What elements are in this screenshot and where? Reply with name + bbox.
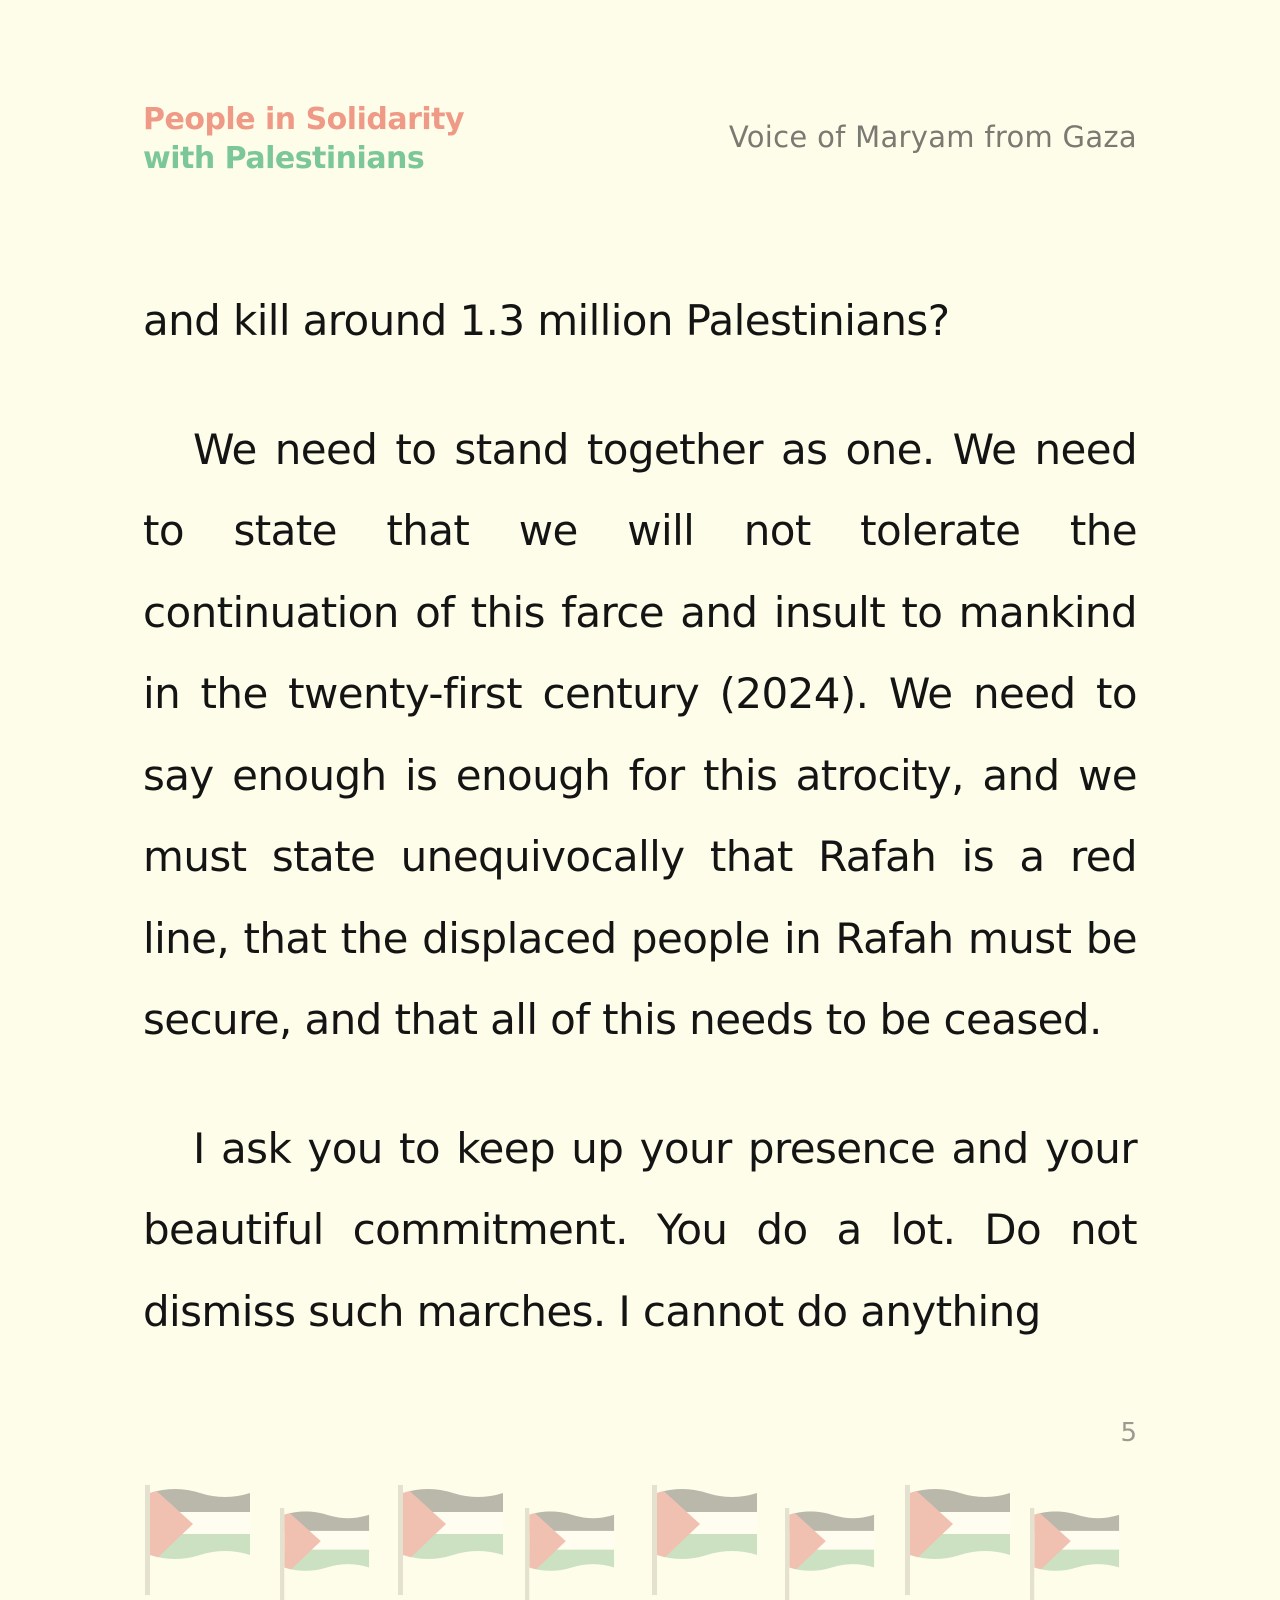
page-number: 5 [1120, 1418, 1137, 1448]
document-title: Voice of Maryam from Gaza [728, 120, 1137, 154]
paragraph-commitment: I ask you to keep up your presence and your beautiful commitment. You do a lot. Do not dismiss such marches. I cannot do anything [143, 1123, 1137, 1336]
palestinian-flag-icon [652, 1485, 757, 1595]
palestinian-flag-icon [145, 1485, 250, 1595]
palestinian-flag-icon [280, 1508, 369, 1600]
body-text [143, 280, 1137, 1352]
palestinian-flag-icon [905, 1485, 1010, 1595]
flag-decoration-strip [140, 1480, 1140, 1600]
page-header [143, 100, 1137, 180]
organization-name [143, 100, 464, 178]
paragraph-continuation: and kill around 1.3 million Palestinians? [143, 296, 950, 345]
palestinian-flag-icon [398, 1485, 503, 1595]
organization-name-line1: People in Solidarity [143, 102, 465, 137]
organization-name-line2: with Palestinians [143, 141, 425, 176]
paragraph-stand-together: We need to stand together as one. We need to state that we will not tolerate the continuation of this farce and insult to mankind in the twenty-first century (2024). We need to say enough is enough for this atrocity, and we must state unequivocally that Rafah is a red line, that the displaced people in Rafah must be secure, and that all of this needs to be ceased. [143, 424, 1137, 1044]
palestinian-flag-icon [785, 1508, 874, 1600]
palestinian-flag-icon [1030, 1508, 1119, 1600]
palestinian-flag-icon [525, 1508, 614, 1600]
